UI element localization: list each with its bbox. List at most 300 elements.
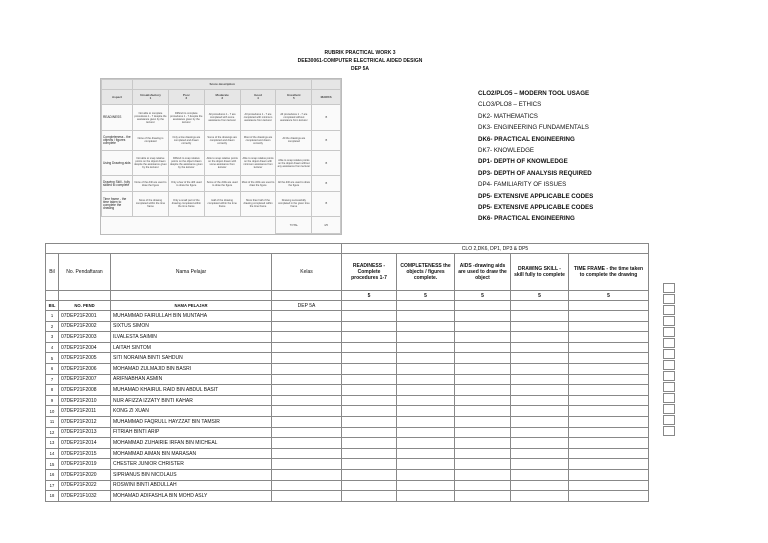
row-score-cell[interactable] [511,427,569,438]
rubric-blank [102,80,133,90]
row-score-cell[interactable] [569,491,649,502]
row-score-cell[interactable] [397,321,455,332]
row-score-cell[interactable] [342,311,397,322]
clo-item: DK6- PRACTICAL ENGINEERING [478,135,575,143]
side-cell [663,349,675,359]
row-nama-pelajar: SIXTUS SIMON [111,321,272,332]
rubric-col-label: Good [254,93,262,98]
row-bil: 4 [46,342,59,353]
row-score-cell[interactable] [342,459,397,470]
row-kelas[interactable] [272,311,342,322]
row-score-cell[interactable] [342,469,397,480]
rubric-row [102,130,341,150]
side-cell [663,305,675,315]
rubric-cell: All procedures 1 - 7 are completed with some assistance from lecturer [204,105,240,130]
col-nama-pelajar: Nama Pelajar [111,254,272,291]
row-kelas[interactable] [272,374,342,385]
row-score-cell[interactable] [569,311,649,322]
row-score-cell[interactable] [342,385,397,396]
rubric-mark: /5 [312,151,341,176]
row-bil: 10 [46,406,59,417]
table-row [46,406,649,417]
row-kelas[interactable] [272,491,342,502]
row-score-cell[interactable] [342,427,397,438]
col-bil: Bil [46,254,59,291]
rubric-cell: None of the drill are used to draw the figure [133,176,169,191]
row-score-cell[interactable] [569,385,649,396]
row-score-cell[interactable] [342,332,397,343]
criteria-time-frame: TIME FRAME - the time taken to complete the drawing [569,254,649,291]
row-nama-pelajar: ARIFNABHAN ASMIN [111,374,272,385]
clo-list [478,88,638,225]
grid-blank [569,301,649,311]
row-score-cell[interactable] [511,311,569,322]
table-row [46,342,649,353]
row-score-cell[interactable] [569,480,649,491]
row-score-cell[interactable] [397,374,455,385]
row-score-cell[interactable] [342,448,397,459]
rubric-aspect: Time frame - the time taken to complete the drawing [102,191,133,216]
rubric-col-score: 2 [185,96,188,101]
row-score-cell[interactable] [397,438,455,449]
sub-no-pend: NO. PEND [59,301,111,311]
row-score-cell[interactable] [397,427,455,438]
rubric-cell: All procedures 1 - 7 are completed without assistance from lecturer [276,105,312,130]
row-score-cell[interactable] [511,342,569,353]
clo-item: CLO3/PLO8 – ETHICS [478,101,542,109]
row-score-cell[interactable] [455,395,511,406]
side-cell [663,371,675,381]
row-no-pendaftaran: 07DEP21F2020 [59,469,111,480]
row-no-pendaftaran: 07DEP21F2012 [59,416,111,427]
grid-blank [397,301,455,311]
row-score-cell[interactable] [455,469,511,480]
row-nama-pelajar: MUHAMMAD FAQRULL HAYZZAT BIN TAMSIR [111,416,272,427]
row-score-cell[interactable] [397,385,455,396]
group-header: CLO 2,DK6, DP1, DP3 & DP5 [342,244,649,254]
rubric-col-header [276,90,312,105]
clo-item: DP5- EXTENSIVE APPLICABLE CODES [478,204,594,212]
marks-table [45,243,649,502]
row-nama-pelajar: LAITAH SINTOM [111,342,272,353]
rubric-cell: Difficult to complete procedures 1 - 7 despite the assistance given by the lecturer [168,105,204,130]
row-no-pendaftaran: 07DEP21F2005 [59,353,111,364]
rubric-col-header [240,90,276,105]
row-nama-pelajar: SITI NORAINA BINTI SAHDUN [111,353,272,364]
row-bil: 16 [46,469,59,480]
rubric-cell: Only a few of the drill used to draw the figure [168,176,204,191]
row-kelas[interactable] [272,353,342,364]
row-kelas[interactable] [272,469,342,480]
row-nama-pelajar: FITRIAH BINTI ARIP [111,427,272,438]
row-score-cell[interactable] [342,342,397,353]
row-nama-pelajar: MOHAMAD ZULMAJID BIN BASRI [111,363,272,374]
max-score: 5 [511,291,569,301]
rubric-row [102,151,341,176]
row-kelas[interactable] [272,385,342,396]
clo-item: DK2- MATHEMATICS [478,112,538,120]
row-score-cell[interactable] [342,395,397,406]
row-kelas[interactable] [272,406,342,417]
table-row [46,395,649,406]
rubric-cell: Only a small part of the drawing completed within the time frame [168,191,204,216]
row-score-cell[interactable] [569,321,649,332]
row-score-cell[interactable] [342,491,397,502]
row-score-cell[interactable] [397,353,455,364]
row-nama-pelajar: MUHAMAD KHAIRUL RAID BIN ABDUL BASIT [111,385,272,396]
rubric-col-header [133,90,169,105]
row-nama-pelajar: NUR AFIZZA IZZATY BINTI KAHAR [111,395,272,406]
rubric-row [102,176,341,191]
max-score: 5 [569,291,649,301]
side-cell [663,327,675,337]
row-score-cell[interactable] [455,416,511,427]
row-score-cell[interactable] [397,311,455,322]
row-bil: 12 [46,427,59,438]
row-score-cell[interactable] [569,438,649,449]
clo-item: DP1- DEPTH OF KNOWLEDGE [478,158,568,166]
row-score-cell[interactable] [455,353,511,364]
row-score-cell[interactable] [455,374,511,385]
row-score-cell[interactable] [342,480,397,491]
row-score-cell[interactable] [511,406,569,417]
criteria-readiness: READINESS -Complete procedures 1-7 [342,254,397,291]
table-row [46,469,649,480]
row-no-pendaftaran: 07DEP21F2011 [59,406,111,417]
rubric-col-score: 1 [149,96,152,101]
row-score-cell[interactable] [397,491,455,502]
row-score-cell[interactable] [511,438,569,449]
class-title: DEP 5A [351,66,369,72]
rubric-cell: Not able to snap relative points on the object drawn despite the assistance given by the lecturer [133,151,169,176]
row-score-cell[interactable] [455,321,511,332]
row-score-cell[interactable] [569,374,649,385]
row-score-cell[interactable] [455,459,511,470]
row-nama-pelajar: MOHAMAD ADIFASHLA BIN MOHD ASLY [111,491,272,502]
rubric-cell: Some of the drawings are completed and drawn correctly [204,130,240,150]
rubric-cell: All the drill are used to draw the figure [276,176,312,191]
criteria-completeness: COMPLETENESS the objects / figures complete. [397,254,455,291]
table-row [46,385,649,396]
table-row [46,459,649,470]
table-row [46,363,649,374]
rubric-cell: Most of the drills are used to draw the figure [240,176,276,191]
rubric-cell: Half of the drawing completed within the time frame [204,191,240,216]
grid-blank [46,244,342,254]
table-row [46,311,649,322]
document-title: RUBRIK PRACTICAL WORK 3 [324,50,396,56]
row-score-cell[interactable] [455,385,511,396]
row-score-cell[interactable] [342,438,397,449]
row-kelas[interactable] [272,321,342,332]
row-score-cell[interactable] [569,469,649,480]
row-no-pendaftaran: 07DEP21F2006 [59,363,111,374]
row-bil: 15 [46,459,59,470]
rubric-col-score: 5 [293,96,295,101]
row-bil: 7 [46,374,59,385]
side-cell [663,283,675,293]
row-score-cell[interactable] [511,395,569,406]
table-row [46,321,649,332]
rubric-table-image [100,78,342,235]
row-score-cell[interactable] [397,406,455,417]
row-score-cell[interactable] [569,427,649,438]
table-row [46,374,649,385]
rubric-aspect: Using Drawing aids [102,151,133,176]
row-score-cell[interactable] [455,311,511,322]
row-kelas[interactable] [272,438,342,449]
clo-item: DP5- EXTENSIVE APPLICABLE CODES [478,192,594,200]
rubric-aspect: READINESS [102,105,133,130]
row-nama-pelajar: KONG ZI XUAN [111,406,272,417]
row-bil: 6 [46,363,59,374]
row-score-cell[interactable] [455,342,511,353]
rubric-cell: All procedures 1 - 7 are completed with minimum assistance from lecturer [240,105,276,130]
row-score-cell[interactable] [342,374,397,385]
criteria-drawing-skill: DRAWING SKILL - skill fully to complete [511,254,569,291]
row-score-cell[interactable] [397,342,455,353]
row-no-pendaftaran: 07DEP21F2015 [59,448,111,459]
rubric-col-label: Poor [182,93,190,98]
side-cell [663,426,675,436]
rubric-col-label: Excellent [287,93,301,98]
rubric-cell: Some of the drills are used to draw the figure [204,176,240,191]
row-no-pendaftaran: 07DEP21F2022 [59,480,111,491]
row-score-cell[interactable] [397,448,455,459]
rubric-cell: Not able to complete procedures 1 - 7 despite the assistance given by the lecturer [133,105,169,130]
row-score-cell[interactable] [397,395,455,406]
grid-blank [511,301,569,311]
clo-item: DK6- PRACTICAL ENGINEERING [478,215,575,223]
row-score-cell[interactable] [511,416,569,427]
side-cell [663,316,675,326]
clo-item: DK3- ENGINEERING FUNDAMENTALS [478,124,589,132]
row-score-cell[interactable] [455,363,511,374]
rubric-aspect: Drawing Skill - fully skilled to complete [102,176,133,191]
row-score-cell[interactable] [569,363,649,374]
row-score-cell[interactable] [397,332,455,343]
side-cell [663,294,675,304]
rubric-total-label: TOTAL [276,217,312,234]
sub-nama-pelajar: NAMA PELAJAR [111,301,272,311]
rubric-cell: None of the drawing is completed [133,130,169,150]
row-score-cell[interactable] [342,363,397,374]
row-score-cell[interactable] [455,406,511,417]
rubric-cell: Able to snap relative points on the object drawn with minimum assistance from lecturer [240,151,276,176]
row-score-cell[interactable] [511,353,569,364]
row-score-cell[interactable] [397,469,455,480]
row-score-cell[interactable] [511,491,569,502]
rubric-mark: /5 [312,176,341,191]
row-nama-pelajar: MUHAMMAD FAIRULLAH BIN MUNTAHA [111,311,272,322]
rubric-col-header [102,90,133,105]
table-row [46,353,649,364]
table-row [46,332,649,343]
row-score-cell[interactable] [455,491,511,502]
rubric-cell: None of the drawing completed within the time frame [133,191,169,216]
row-no-pendaftaran: 07DEP21F2019 [59,459,111,470]
criteria-aids: AIDS -drawing aids are used to draw the object [455,254,511,291]
row-score-cell[interactable] [342,406,397,417]
row-no-pendaftaran: 07DEP21F2013 [59,427,111,438]
rubric-col-label: Aspect [112,94,123,99]
table-row [46,448,649,459]
row-score-cell[interactable] [511,480,569,491]
row-score-cell[interactable] [569,353,649,364]
side-cell [663,393,675,403]
row-score-cell[interactable] [511,321,569,332]
row-score-cell[interactable] [455,427,511,438]
max-score: 5 [342,291,397,301]
rubric-cell: Drawing successfully completed in the given time frame [276,191,312,216]
rubric-col-label: Unsatisfactory [140,93,161,98]
row-score-cell[interactable] [397,480,455,491]
rubric-row [102,191,341,216]
row-bil: 2 [46,321,59,332]
row-no-pendaftaran: 07DEP21F2007 [59,374,111,385]
row-nama-pelajar: CHESTER JUNIOR CHRISTER [111,459,272,470]
row-score-cell[interactable] [511,385,569,396]
row-score-cell[interactable] [511,363,569,374]
side-cell [663,360,675,370]
row-score-cell[interactable] [511,448,569,459]
row-score-cell[interactable] [455,438,511,449]
side-cell [663,338,675,348]
row-score-cell[interactable] [569,332,649,343]
max-score: 5 [397,291,455,301]
row-kelas[interactable] [272,448,342,459]
row-bil: 11 [46,416,59,427]
row-kelas[interactable] [272,427,342,438]
row-score-cell[interactable] [569,342,649,353]
table-row [46,427,649,438]
rubric-blank [312,80,341,90]
row-no-pendaftaran: 07DEP21F2001 [59,311,111,322]
row-score-cell[interactable] [455,332,511,343]
row-score-cell[interactable] [569,459,649,470]
row-bil: 18 [46,491,59,502]
row-score-cell[interactable] [397,416,455,427]
row-kelas[interactable] [272,332,342,343]
row-score-cell[interactable] [511,374,569,385]
row-bil: 9 [46,395,59,406]
row-score-cell[interactable] [342,321,397,332]
row-score-cell[interactable] [455,448,511,459]
rubric-col-label: Moderate [215,93,229,98]
row-nama-pelajar: MOHAMMAD ZUHAIRIE IRFAN BIN MICHEAL [111,438,272,449]
row-no-pendaftaran: 07DEP21F2003 [59,332,111,343]
row-score-cell[interactable] [569,416,649,427]
row-kelas[interactable] [272,363,342,374]
row-bil: 5 [46,353,59,364]
rubric-cell: Only a few drawings are completed and drawn correctly [168,130,204,150]
rubric-col-header [312,90,341,105]
row-no-pendaftaran: 07DEP21F2014 [59,438,111,449]
row-no-pendaftaran: 07DEP21F2008 [59,385,111,396]
rubric-total-mark: /25 [312,217,341,234]
sub-bil: BIL [46,301,59,311]
clo-item: DP3- DEPTH OF ANALYSIS REQUIRED [478,169,592,177]
row-score-cell[interactable] [569,395,649,406]
table-row [46,491,649,502]
max-score: 5 [455,291,511,301]
rubric-cell: Able to snap relative points on the object drawn without any assistance from lecturer [276,151,312,176]
row-kelas[interactable] [272,459,342,470]
grid-blank [111,291,272,301]
rubric-col-score: 3 [221,96,223,101]
row-score-cell[interactable] [511,332,569,343]
rubric-cell: Difficult to snap relative points on the object drawn despite the assistance given by the lecturer [168,151,204,176]
side-cell [663,382,675,392]
row-kelas[interactable] [272,395,342,406]
kelas-value: DEP 5A [272,301,342,311]
rubric-cell: Most of the drawings are completed and drawn correctly [240,130,276,150]
row-score-cell[interactable] [511,459,569,470]
course-title: DEE30061-COMPUTER ELECTRICAL AIDED DESIGN [297,58,423,64]
row-score-cell[interactable] [569,406,649,417]
side-cell [663,415,675,425]
row-kelas[interactable] [272,416,342,427]
row-score-cell[interactable] [397,363,455,374]
row-bil: 8 [46,385,59,396]
row-score-cell[interactable] [397,459,455,470]
row-no-pendaftaran: 07DEP21F2010 [59,395,111,406]
row-bil: 1 [46,311,59,322]
row-nama-pelajar: MOHAMMAD AIMAN BIN MARASAN [111,448,272,459]
side-cell [663,404,675,414]
row-bil: 13 [46,438,59,449]
row-nama-pelajar: ROSWINI BINTI ABDULLAH [111,480,272,491]
row-score-cell[interactable] [455,480,511,491]
row-bil: 14 [46,448,59,459]
row-score-cell[interactable] [569,448,649,459]
row-bil: 3 [46,332,59,343]
grid-blank [272,291,342,301]
clo-item: CLO2/PLO5 – MODERN TOOL USAGE [478,90,590,97]
rubric-col-header [204,90,240,105]
row-score-cell[interactable] [342,416,397,427]
table-row [46,416,649,427]
rubric-mark: /5 [312,191,341,216]
grid-blank [342,301,397,311]
clo-item: DK7- KNOWLEDGE [478,147,535,155]
col-no-pendaftaran: No. Pendaftaran [59,254,111,291]
row-score-cell[interactable] [511,469,569,480]
row-kelas[interactable] [272,480,342,491]
row-bil: 17 [46,480,59,491]
row-score-cell[interactable] [342,353,397,364]
rubric-cell: More than half of the drawing completed within the time frame [240,191,276,216]
rubric-cell: All the drawings are completed [276,130,312,150]
rubric-mark: /5 [312,130,341,150]
row-no-pendaftaran: 07DEP21F1032 [59,491,111,502]
row-no-pendaftaran: 07DEP21F2004 [59,342,111,353]
rubric-blank [102,217,276,234]
rubric-score-description: Score description [133,80,312,90]
grid-blank [46,291,59,301]
row-kelas[interactable] [272,342,342,353]
rubric-row [102,105,341,130]
rubric-col-label: MARKS [320,94,332,99]
col-kelas: Kelas [272,254,342,291]
rubric-col-header [168,90,204,105]
rubric-aspect: Completeness - the objects / figures complete [102,130,133,150]
rubric-cell: Able to snap relative points on the object drawn with some assistance from lecturer [204,151,240,176]
table-row [46,438,649,449]
row-nama-pelajar: SIPRIANUS BIN NICOLAUS [111,469,272,480]
rubric-col-score: 4 [257,96,259,101]
grid-blank [59,291,111,301]
